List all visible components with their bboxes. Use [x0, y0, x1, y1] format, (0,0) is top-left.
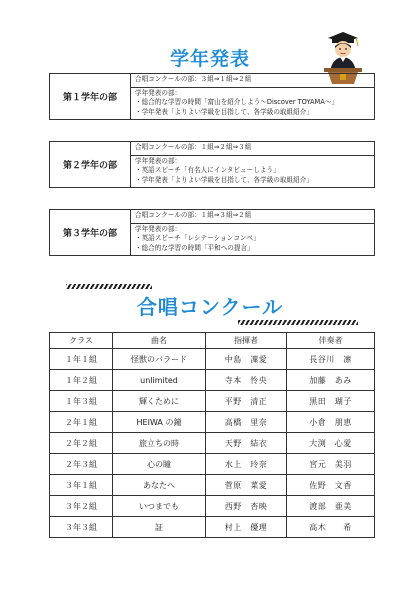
table-row [50, 370, 375, 391]
grade2-table [49, 141, 375, 188]
accompanist-cell: 長谷川 凛 [287, 349, 375, 370]
table-row [50, 412, 375, 433]
class-cell: ３年３組 [50, 517, 113, 538]
accompanist-cell: 佐野 文香 [287, 475, 375, 496]
table-row [50, 391, 375, 412]
conductor-cell: 高橋 里奈 [206, 412, 287, 433]
song-cell: 心の瞳 [113, 454, 206, 475]
class-cell: ２年２組 [50, 433, 113, 454]
header-conductor: 指揮者 [206, 333, 287, 349]
table-row [50, 433, 375, 454]
table-row [50, 475, 375, 496]
grade3-table [49, 209, 375, 256]
conductor-cell: 水上 玲奈 [206, 454, 287, 475]
class-cell: １年１組 [50, 349, 113, 370]
class-cell: １年３組 [50, 391, 113, 412]
conductor-cell: 村上 優理 [206, 517, 287, 538]
class-cell: １年２組 [50, 370, 113, 391]
header-accompanist: 伴奏者 [287, 333, 375, 349]
accompanist-cell: 大渕 心愛 [287, 433, 375, 454]
accompanist-cell: 加藤 あみ [287, 370, 375, 391]
song-cell: HEIWA の鐘 [113, 412, 206, 433]
section-title-grade-presentation: 学年発表 [169, 48, 250, 70]
class-cell: ２年３組 [50, 454, 113, 475]
table-row [50, 496, 375, 517]
grade3-item: ・総合的な学習の時間「平和への提言」 [135, 243, 254, 252]
grade1-choir-order: 合唱コンクールの部：３組⇒１組⇒２組 [135, 75, 252, 83]
grade1-item: ・学年発表「よりよい学級を目指して、各学級の取組紹介」 [135, 107, 313, 116]
grade2-name: 第２学年の部 [50, 142, 131, 188]
conductor-cell: 天野 結衣 [206, 433, 287, 454]
header-class: クラス [50, 333, 113, 349]
grade1-name: 第１学年の部 [50, 74, 131, 120]
song-cell: 証 [113, 517, 206, 538]
banner-stripe-left [66, 284, 152, 289]
grade1-presentation-heading: 学年発表の部： [135, 88, 182, 97]
section-title-choir-contest: 合唱コンクール [136, 295, 284, 319]
grade2-item: ・学年発表「よりよい学級を目指して、各学級の取組紹介」 [135, 175, 313, 184]
accompanist-cell: 宮元 美羽 [287, 454, 375, 475]
accompanist-cell: 高木 希 [287, 517, 375, 538]
choir-table [49, 332, 375, 538]
song-cell: 輝くために [113, 391, 206, 412]
conductor-cell: 寺本 怜央 [206, 370, 287, 391]
accompanist-cell: 渡部 亜美 [287, 496, 375, 517]
grade3-name: 第３学年の部 [50, 210, 131, 256]
song-cell: 旅立ちの時 [113, 433, 206, 454]
conductor-cell: 中島 凜愛 [206, 349, 287, 370]
grade1-table [49, 73, 375, 120]
header-song: 曲名 [113, 333, 206, 349]
class-cell: ３年１組 [50, 475, 113, 496]
grade2-item: ・英語スピーチ「有名人にインタビューしよう」 [135, 166, 280, 175]
song-cell: いつまでも [113, 496, 206, 517]
grade3-presentation-heading: 学年発表の部： [135, 224, 182, 233]
class-cell: ３年２組 [50, 496, 113, 517]
grade3-item: ・英語スピーチ「レシテーションコンペ」 [135, 234, 260, 243]
grade1-item: ・総合的な学習の時間「富山を紹介しよう〜Discover TOYAMA〜」 [135, 98, 338, 107]
banner-stripe-right [238, 320, 358, 325]
song-cell: あなたへ [113, 475, 206, 496]
grade2-choir-order: 合唱コンクールの部：１組⇒２組⇒３組 [135, 143, 252, 151]
conductor-cell: 菅原 菜愛 [206, 475, 287, 496]
song-cell: unlimited [113, 370, 206, 391]
grade3-choir-order: 合唱コンクールの部：１組⇒３組⇒２組 [135, 211, 252, 219]
table-row [50, 454, 375, 475]
table-row [50, 517, 375, 538]
song-cell: 怪獣のバラード [113, 349, 206, 370]
conductor-cell: 平野 清正 [206, 391, 287, 412]
conductor-cell: 西野 杏映 [206, 496, 287, 517]
class-cell: ２年１組 [50, 412, 113, 433]
choir-header-row [50, 333, 375, 349]
accompanist-cell: 小倉 朋恵 [287, 412, 375, 433]
accompanist-cell: 黒田 瑚子 [287, 391, 375, 412]
table-row [50, 349, 375, 370]
grade2-presentation-heading: 学年発表の部： [135, 156, 182, 165]
